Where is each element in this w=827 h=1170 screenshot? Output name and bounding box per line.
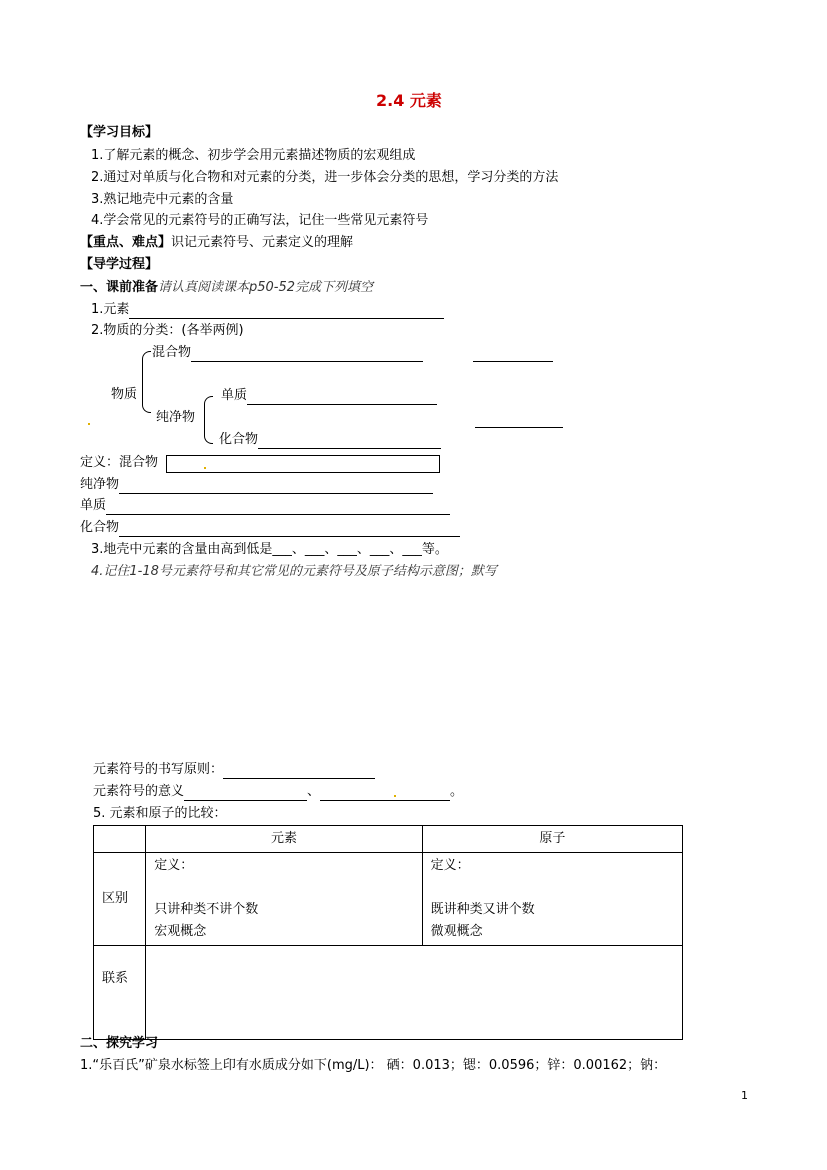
def-mixture-box[interactable] <box>166 455 440 473</box>
row-diff-label: 区别 <box>94 853 146 946</box>
key-points-label: 【重点、难点】 <box>80 235 172 250</box>
part2-heading: 二、探究学习 <box>80 1036 159 1051</box>
goal-item: 4.学会常见的元素符号的正确写法，记住一些常见元素符号 <box>91 213 429 228</box>
element-kind: 只讲种类不讲个数 <box>154 902 259 917</box>
def-pure <box>80 476 433 494</box>
answer-blank[interactable] <box>119 522 460 537</box>
question-2: 2.物质的分类：(各举两例) <box>91 323 244 338</box>
def-compound <box>80 519 460 537</box>
tree-root-label: 物质 <box>111 387 138 402</box>
symbol-meaning <box>93 783 463 801</box>
question-1-label: 1.元素 <box>91 302 130 317</box>
stray-mark <box>88 423 90 425</box>
row-link-label: 联系 <box>94 946 146 1040</box>
question-5: 5. 元素和原子的比较： <box>93 806 227 821</box>
question-3: 3.地壳中元素的含量由高到低是___、___、___、___、___等。 <box>91 542 448 557</box>
stray-mark <box>204 467 206 469</box>
goal-item: 2.通过对单质与化合物和对元素的分类，进一步体会分类的思想，学习分类的方法 <box>91 170 559 185</box>
comparison-table <box>93 825 683 1040</box>
separator: 、 <box>307 784 321 799</box>
tree-compound <box>219 431 441 449</box>
tree-simple <box>221 387 437 405</box>
tree-mixture <box>152 344 423 362</box>
part1-heading-text: 一、课前准备 <box>80 280 159 295</box>
answer-blank[interactable] <box>191 347 423 362</box>
question-1 <box>91 301 444 319</box>
period: 。 <box>450 784 464 799</box>
atom-concept: 微观概念 <box>430 924 483 939</box>
table-header-atom: 原子 <box>422 826 682 853</box>
def-compound-label: 化合物 <box>80 520 120 535</box>
question-4: 4.记住1-18号元素符号和其它常见的元素符号及原子结构示意图；默写 <box>91 564 497 579</box>
element-concept: 宏观概念 <box>154 924 207 939</box>
process-header: 【导学过程】 <box>80 257 159 272</box>
goal-item: 3.熟记地壳中元素的含量 <box>91 192 234 207</box>
tree-pure-extra <box>475 410 563 428</box>
element-def: 定义： <box>154 858 194 873</box>
symbol-rule <box>93 761 375 779</box>
answer-blank[interactable] <box>473 347 553 362</box>
page-number: 1 <box>741 1089 748 1102</box>
answer-blank[interactable] <box>129 304 444 319</box>
answer-blank[interactable] <box>184 786 307 801</box>
answer-blank[interactable] <box>258 434 441 449</box>
table-header-element: 元素 <box>146 826 422 853</box>
part2-question-1: 1.“乐百氏”矿泉水标签上印有水质成分如下(mg/L)： 硒：0.013；锶：0.0596；锌：0.00162；钠： <box>80 1058 667 1073</box>
atom-def: 定义： <box>430 858 470 873</box>
answer-blank[interactable] <box>106 500 450 515</box>
element-cell[interactable] <box>146 853 422 946</box>
key-points-text: 识记元素符号、元素定义的理解 <box>171 235 354 250</box>
brace-outer <box>142 351 151 413</box>
goal-item: 1.了解元素的概念、初步学会用元素描述物质的宏观组成 <box>91 148 416 163</box>
answer-blank[interactable] <box>119 479 433 494</box>
key-points <box>80 234 353 252</box>
part1-heading <box>80 279 373 297</box>
atom-cell[interactable] <box>422 853 682 946</box>
tree-mixture-label: 混合物 <box>152 345 192 360</box>
answer-blank[interactable] <box>223 764 375 779</box>
part1-instruction: 请认真阅读课本p50-52完成下列填空 <box>158 280 374 295</box>
table-header-empty <box>94 826 146 853</box>
answer-blank[interactable] <box>320 786 450 801</box>
def-simple-label: 单质 <box>80 498 107 513</box>
stray-mark <box>394 795 396 797</box>
symbol-rule-label: 元素符号的书写原则： <box>93 762 224 777</box>
page-title: 2.4 元素 <box>376 91 442 110</box>
answer-blank[interactable] <box>247 390 437 405</box>
atom-kind: 既讲种类又讲个数 <box>430 902 535 917</box>
goals-header: 【学习目标】 <box>80 125 159 140</box>
element-blank-line <box>154 877 413 899</box>
tree-compound-label: 化合物 <box>219 432 259 447</box>
tree-pure-label: 纯净物 <box>156 410 196 425</box>
tree-mixture-extra <box>473 344 553 362</box>
link-cell[interactable] <box>146 946 683 1040</box>
def-simple <box>80 497 450 515</box>
def-pure-label: 纯净物 <box>80 477 120 492</box>
brace-inner <box>204 396 213 444</box>
tree-simple-label: 单质 <box>221 388 248 403</box>
answer-blank[interactable] <box>475 413 563 428</box>
atom-blank-line <box>431 877 674 899</box>
def-mixture-label: 定义：混合物 <box>80 455 159 470</box>
symbol-meaning-label: 元素符号的意义 <box>93 784 185 799</box>
